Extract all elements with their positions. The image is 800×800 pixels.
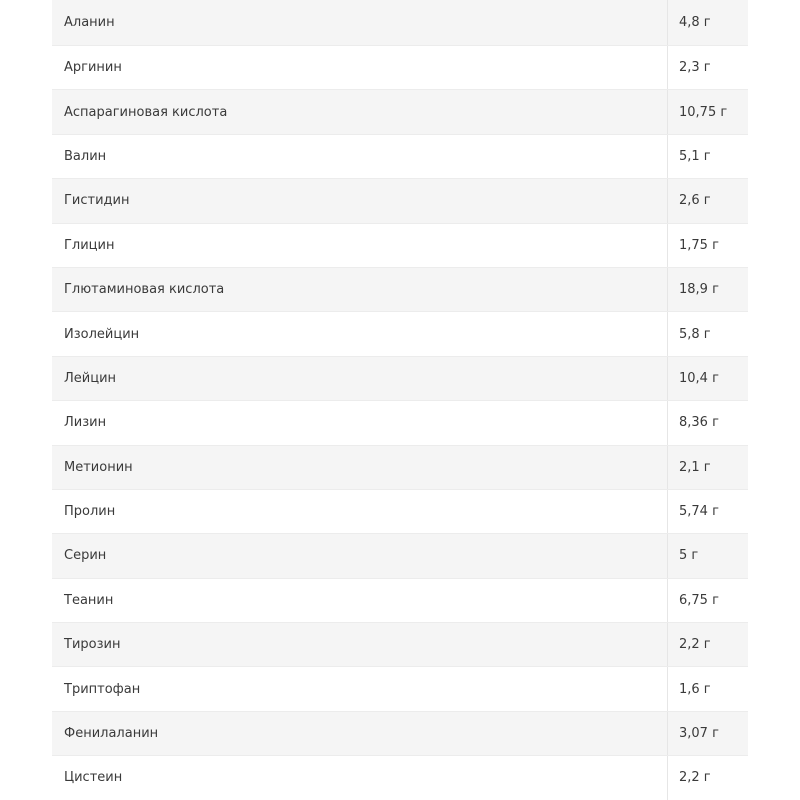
- amino-acid-name: Фенилаланин: [52, 711, 668, 755]
- table-row: [52, 623, 748, 667]
- table-row: [52, 267, 748, 311]
- table-row: [52, 578, 748, 622]
- amino-acid-amount: 2,6 г: [668, 179, 749, 223]
- amino-acid-table-body: [52, 0, 748, 800]
- amino-acid-name: Лизин: [52, 401, 668, 445]
- amino-acid-amount: 10,75 г: [668, 90, 749, 134]
- amino-acid-name: Серин: [52, 534, 668, 578]
- table-row: [52, 223, 748, 267]
- table-row: [52, 667, 748, 711]
- table-row: [52, 756, 748, 800]
- amino-acid-name: Пролин: [52, 489, 668, 533]
- amino-acid-amount: 5 г: [668, 534, 749, 578]
- amino-acid-name: Изолейцин: [52, 312, 668, 356]
- amino-acid-name: Гистидин: [52, 179, 668, 223]
- table-row: [52, 401, 748, 445]
- amino-acid-name: Глицин: [52, 223, 668, 267]
- amino-acid-amount: 2,2 г: [668, 756, 749, 800]
- amino-acid-amount: 3,07 г: [668, 711, 749, 755]
- amino-acid-amount: 1,6 г: [668, 667, 749, 711]
- table-row: [52, 534, 748, 578]
- table-row: [52, 711, 748, 755]
- amino-acid-amount: 2,2 г: [668, 623, 749, 667]
- amino-acid-amount: 1,75 г: [668, 223, 749, 267]
- amino-acid-name: Метионин: [52, 445, 668, 489]
- amino-acid-name: Аланин: [52, 0, 668, 46]
- table-row: [52, 445, 748, 489]
- amino-acid-name: Лейцин: [52, 356, 668, 400]
- table-row: [52, 179, 748, 223]
- amino-acid-amount: 5,8 г: [668, 312, 749, 356]
- amino-acid-amount: 5,1 г: [668, 134, 749, 178]
- amino-acid-amount: 5,74 г: [668, 489, 749, 533]
- amino-acid-name: Теанин: [52, 578, 668, 622]
- amino-acid-name: Валин: [52, 134, 668, 178]
- amino-acid-amount: 6,75 г: [668, 578, 749, 622]
- amino-acid-name: Триптофан: [52, 667, 668, 711]
- table-row: [52, 356, 748, 400]
- amino-acid-name: Цистеин: [52, 756, 668, 800]
- table-row: [52, 312, 748, 356]
- amino-acid-amount: 4,8 г: [668, 0, 749, 46]
- amino-acid-name: Аспарагиновая кислота: [52, 90, 668, 134]
- table-row: [52, 0, 748, 46]
- amino-acid-name: Аргинин: [52, 46, 668, 90]
- table-row: [52, 90, 748, 134]
- amino-acid-name: Глютаминовая кислота: [52, 267, 668, 311]
- amino-acid-amount: 2,1 г: [668, 445, 749, 489]
- table-row: [52, 46, 748, 90]
- table-row: [52, 134, 748, 178]
- table-row: [52, 489, 748, 533]
- amino-acid-table: [52, 0, 748, 800]
- amino-acid-amount: 18,9 г: [668, 267, 749, 311]
- amino-acid-amount: 8,36 г: [668, 401, 749, 445]
- amino-acid-amount: 10,4 г: [668, 356, 749, 400]
- amino-acid-amount: 2,3 г: [668, 46, 749, 90]
- amino-acid-name: Тирозин: [52, 623, 668, 667]
